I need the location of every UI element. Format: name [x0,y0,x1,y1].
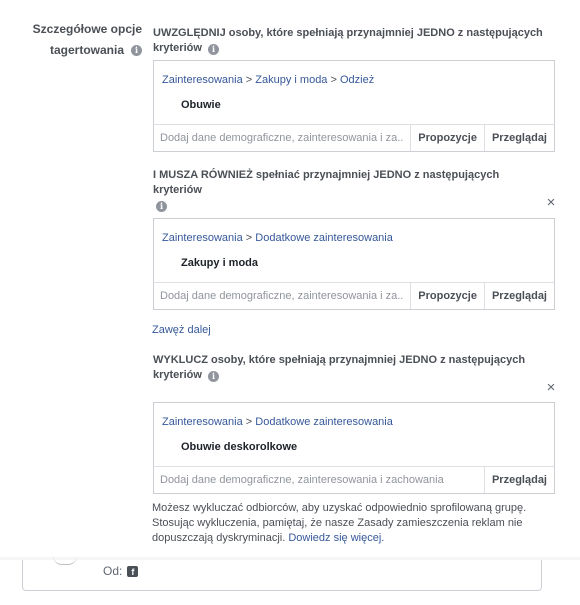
include-targeting-box [153,60,555,126]
must-targeting-box [153,218,555,284]
narrow-further-link[interactable]: Zawęż dalej [152,324,211,336]
must-search-row [153,282,555,310]
detailed-targeting-label [33,20,142,59]
crumb-link[interactable]: Odzież [340,74,375,86]
crumb-link[interactable]: Zainteresowania [162,74,243,86]
exclude-search-row [153,466,555,494]
suggestions-button[interactable]: Propozycje [410,283,484,309]
label-line1: Szczegółowe opcje [32,22,142,36]
must-breadcrumb [162,232,393,244]
crumb-link[interactable]: Dodatkowe zainteresowania [255,232,393,244]
from-label: Od: [103,564,123,578]
info-icon[interactable]: i [208,44,219,55]
suggestions-button[interactable]: Propozycje [410,125,484,151]
info-icon[interactable]: i [131,45,142,56]
crumb-link[interactable]: Zainteresowania [162,416,243,428]
exclude-heading-text: WYKLUCZ osoby, które spełniają przynajmniej JEDNO z następujących kryteriów [153,354,526,381]
crumb-link[interactable]: Dodatkowe zainteresowania [255,416,393,428]
exclude-search-input[interactable] [154,474,484,486]
crumb-separator: > [245,74,253,86]
info-icon[interactable]: i [208,371,219,382]
crumb-separator: > [330,74,337,86]
info-icon[interactable]: i [156,201,167,212]
label-line2: tagertowania [49,43,124,57]
must-heading [153,168,548,213]
browse-button[interactable]: Przeglądaj [484,125,554,151]
preview-card [22,560,542,591]
exclude-selected-item[interactable]: Obuwie deskorolkowe [181,441,298,453]
crumb-separator: > [245,232,253,244]
exclude-heading [153,353,533,383]
include-heading-text: UWZGLĘDNIJ osoby, które spełniają przynajmniej JEDNO z następujących kryteriów [153,27,543,54]
exclusion-note-text: Możesz wykluczać odbiorców, aby uzyskać odpowiednio sprofilowaną grupę. Stosując wykluczenia, pamiętaj, że nasze Zasady zamieszczenia reklam nie dopuszczają dyskryminacji. [152,502,527,544]
include-breadcrumb [162,74,374,86]
learn-more-link[interactable]: Dowiedz się więcej. [288,532,385,544]
crumb-link[interactable]: Zainteresowania [162,232,243,244]
must-heading-text: I MUSZA RÓWNIEŻ spełniać przynajmniej JEDNO z następujących kryteriów [153,169,500,196]
must-selected-item[interactable]: Zakupy i moda [181,257,259,269]
include-selected-item[interactable]: Obuwie [181,99,221,111]
crumb-separator: > [245,416,253,428]
from-row [103,564,138,578]
exclusion-note [152,501,532,546]
browse-button[interactable]: Przeglądaj [484,467,554,493]
must-search-input[interactable] [154,290,410,302]
include-search-input[interactable] [154,132,410,144]
exclude-breadcrumb [162,416,393,428]
include-search-row [153,124,555,152]
avatar [53,556,77,565]
browse-button[interactable]: Przeglądaj [484,283,554,309]
facebook-icon[interactable]: f [127,566,138,577]
close-icon[interactable]: × [546,194,556,211]
include-heading [153,26,553,56]
close-icon[interactable]: × [546,379,556,396]
crumb-link[interactable]: Zakupy i moda [255,74,328,86]
exclude-targeting-box [153,402,555,468]
